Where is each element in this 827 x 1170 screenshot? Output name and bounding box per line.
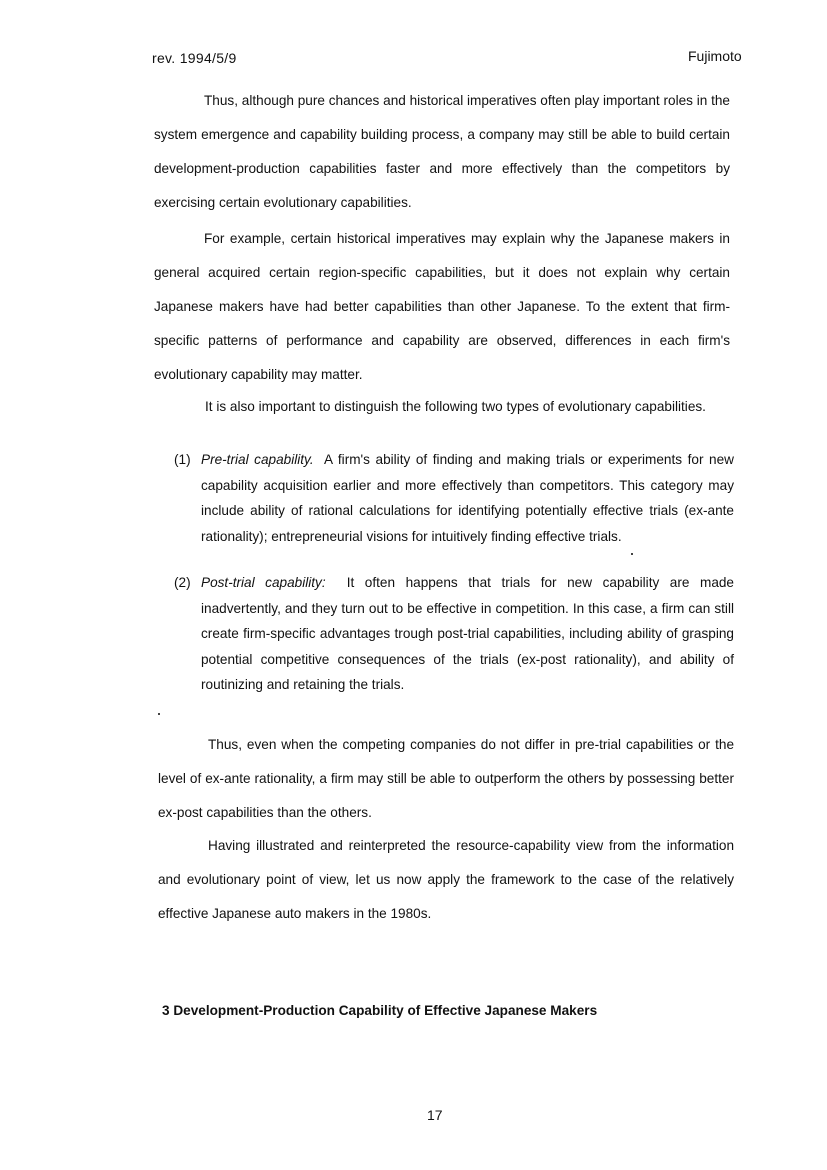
list-item-pre-trial (174, 447, 734, 549)
list-body (201, 570, 734, 698)
revision-date: rev. 1994/5/9 (152, 50, 237, 66)
list-item-post-trial (174, 570, 734, 698)
paragraph-5: Having illustrated and reinterpreted the resource-capability view from the information and evolutionary point of view, let us now apply the framework to the case of the relatively effective Japanese auto makers in the 1980s. (158, 838, 734, 921)
scan-speck (631, 553, 633, 555)
paragraph-4: Thus, even when the competing companies do not differ in pre-trial capabilities or the level of ex-ante rationality, a firm may still be able to outperform the others by possessing better ex-post capabilities than the others. (158, 737, 734, 820)
list-text: It often happens that trials for new capability are made inadvertently, and they turn out to be effective in competition. In this case, a firm can still create firm-specific advantages trough post-trial capabilities, including ability of grasping potential competitive consequences of the trials (ex-post rationality), and ability of routinizing and retaining the trials. (201, 575, 734, 692)
paragraph-3: It is also important to distinguish the following two types of evolutionary capabilities. (205, 399, 706, 414)
list-text: A firm's ability of finding and making trials or experiments for new capability acquisition earlier and more effectively than competitors. This category may include ability of rational calculations for identifying potentially effective trials (ex-ante rationality); entrepreneurial visions for intuitively finding effective trials. (201, 452, 734, 544)
list-number: (1) (174, 452, 191, 467)
list-number: (2) (174, 575, 191, 590)
scan-speck (158, 713, 160, 715)
list-term: Pre-trial capability. (201, 452, 314, 467)
paragraph-2: For example, certain historical imperatives may explain why the Japanese makers in general acquired certain region-specific capabilities, but it does not explain why certain Japanese makers have had better capabilities than other Japanese. To the extent that firm-specific patterns of performance and capability are observed, differences in each firm's evolutionary capability may matter. (154, 231, 730, 382)
list-body (201, 447, 734, 549)
author-name: Fujimoto (688, 48, 742, 64)
page-number: 17 (427, 1107, 443, 1123)
section-heading: 3 Development-Production Capability of Effective Japanese Makers (162, 1003, 598, 1018)
paragraph-1: Thus, although pure chances and historical imperatives often play important roles in the system emergence and capability building process, a company may still be able to build certain development-production capabilities faster and more effectively than the competitors by exercising certain evolutionary capabilities. (154, 93, 730, 210)
list-term: Post-trial capability: (201, 575, 326, 590)
